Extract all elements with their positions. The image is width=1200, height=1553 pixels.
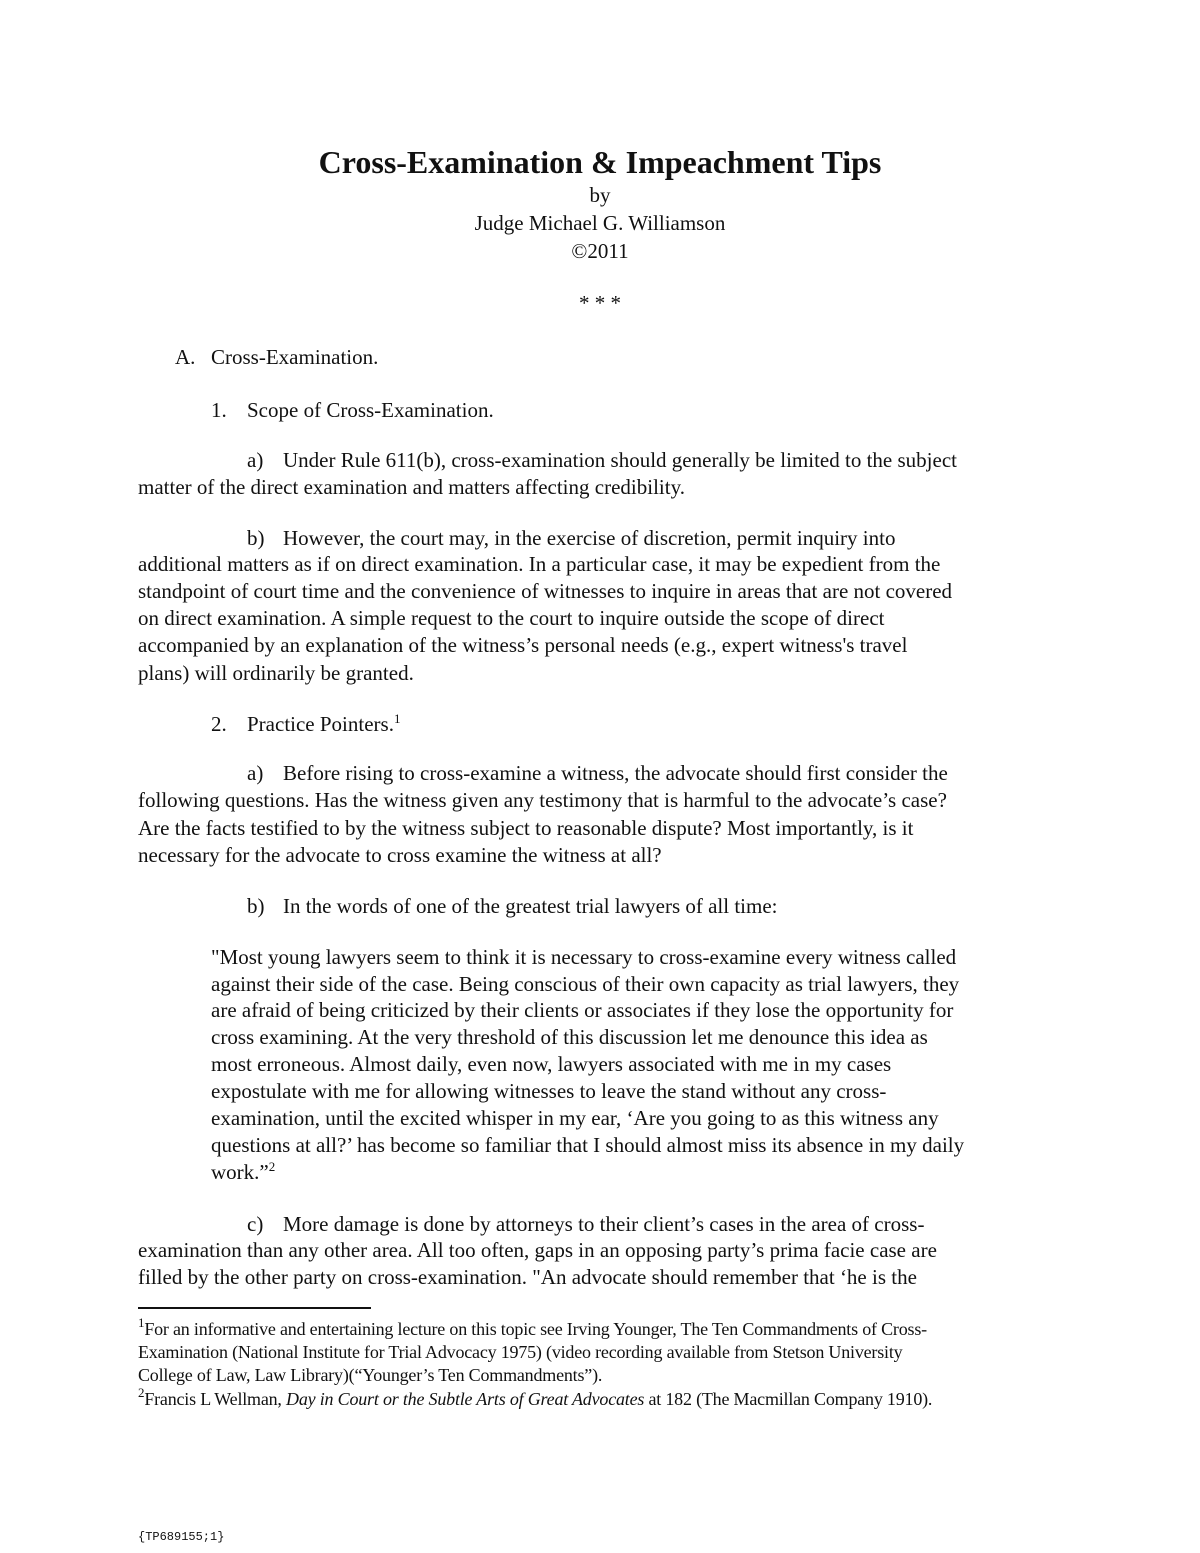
paragraph-line: Under Rule 611(b), cross-examination should generally be limited to the subject <box>283 448 957 472</box>
copyright: ©2011 <box>571 239 629 263</box>
paragraph-line: following questions. Has the witness given any testimony that is harmful to the advocate’s case? <box>138 788 947 812</box>
paragraph-line: Before rising to cross-examine a witness, the advocate should first consider the <box>283 761 948 785</box>
quote-line: questions at all?’ has become so familiar that I should almost miss its absence in my daily <box>211 1133 965 1157</box>
quote-line: against their side of the case. Being conscious of their own capacity as trial lawyers, they <box>211 972 960 996</box>
quote-end: work.” <box>211 1160 269 1184</box>
paragraph-line: on direct examination. A simple request to the court to inquire outside the scope of direct <box>138 606 885 630</box>
separator: * * * <box>579 291 621 315</box>
item-2-text: Practice Pointers. <box>247 712 394 736</box>
item-1-heading: Scope of Cross-Examination. <box>247 398 494 422</box>
document-title: Cross-Examination & Impeachment Tips <box>318 144 882 180</box>
paragraph-line: Are the facts testified to by the witness subject to reasonable dispute? Most importantly, is it <box>138 816 914 840</box>
quote-line: cross examining. At the very threshold of this discussion let me denounce this idea as <box>211 1025 928 1049</box>
paragraph-line: examination than any other area. All too often, gaps in an opposing party’s prima facie case are <box>138 1238 937 1262</box>
quote-line: most erroneous. Almost daily, even now, lawyers associated with me in my cases <box>211 1052 892 1076</box>
footnote-divider <box>138 1307 371 1309</box>
item-2-heading <box>247 711 400 737</box>
paragraph-line: filled by the other party on cross-examination. "An advocate should remember that ‘he is the <box>138 1265 917 1289</box>
item-1a-marker: a) <box>247 448 264 472</box>
paragraph-line: standpoint of court time and the convenience of witnesses to inquire in areas that are not covered <box>138 579 953 603</box>
footnote-1 <box>138 1315 927 1341</box>
paragraph-line: accompanied by an explanation of the witness’s personal needs (e.g., expert witness's travel <box>138 633 908 657</box>
item-1b-marker: b) <box>247 526 265 550</box>
paragraph-line: additional matters as if on direct examination. In a particular case, it may be expedient from the <box>138 552 941 576</box>
footnote-ref[interactable]: 1 <box>393 711 401 726</box>
quote-line: examination, until the excited whisper in my ear, ‘Are you going to as this witness any <box>211 1106 939 1130</box>
footnote-work-title: Day in Court or the Subtle Arts of Great Advocates <box>286 1389 645 1409</box>
footnote-author: Francis L Wellman, <box>144 1389 287 1409</box>
item-2a-marker: a) <box>247 761 264 785</box>
paragraph-line: plans) will ordinarily be granted. <box>138 661 414 685</box>
footnote-line: College of Law, Law Library)(“Younger’s Ten Commandments”). <box>138 1365 603 1385</box>
item-2-marker: 2. <box>211 712 227 736</box>
footnote-ref[interactable]: 2 <box>268 1159 276 1174</box>
paragraph-line: More damage is done by attorneys to their client’s cases in the area of cross- <box>283 1212 925 1236</box>
item-2c-marker: c) <box>247 1212 264 1236</box>
paragraph-line: However, the court may, in the exercise of discretion, permit inquiry into <box>283 526 896 550</box>
paragraph-line: necessary for the advocate to cross examine the witness at all? <box>138 843 662 867</box>
document-id-footer: {TP689155;1} <box>138 1530 225 1544</box>
quote-line-last <box>211 1159 275 1185</box>
footnote-citation: at 182 (The Macmillan Company 1910). <box>644 1389 933 1409</box>
footnote-2 <box>138 1385 933 1411</box>
author: Judge Michael G. Williamson <box>474 211 726 235</box>
item-2b-marker: b) <box>247 894 265 918</box>
section-a-marker: A. <box>175 345 196 369</box>
quote-line: expostulate with me for allowing witnesses to leave the stand without any cross- <box>211 1079 887 1103</box>
paragraph-line: matter of the direct examination and matters affecting credibility. <box>138 475 685 499</box>
item-1-marker: 1. <box>211 398 227 422</box>
footnote-num: 1 <box>138 1315 145 1330</box>
footnote-line: Examination (National Institute for Trial Advocacy 1975) (video recording available from Stetson University <box>138 1342 903 1362</box>
quote-line: are afraid of being criticized by their clients or associates if they lose the opportunity for <box>211 998 954 1022</box>
footnote-line: For an informative and entertaining lecture on this topic see Irving Younger, The Ten Commandments of Cross- <box>144 1319 927 1339</box>
paragraph-line: In the words of one of the greatest trial lawyers of all time: <box>283 894 778 918</box>
footnote-num: 2 <box>138 1385 145 1400</box>
section-a-heading: Cross-Examination. <box>211 345 379 369</box>
quote-line: "Most young lawyers seem to think it is necessary to cross-examine every witness called <box>211 945 957 969</box>
byline: by <box>589 183 611 207</box>
